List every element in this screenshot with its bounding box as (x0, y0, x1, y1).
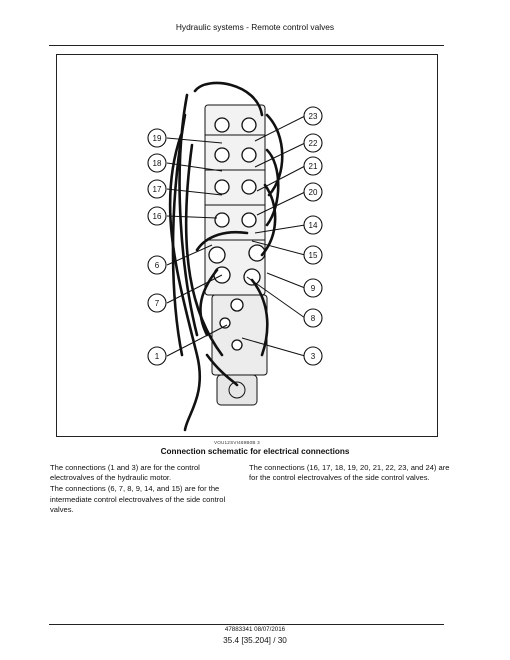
callout-6: 6 (154, 261, 160, 270)
callout-18: 18 (152, 159, 162, 168)
callout-9: 14 (308, 221, 318, 230)
paragraph-hydraulic-motor: The connections (1 and 3) are for the control electrovalves of the hydraulic motor. (50, 463, 200, 483)
footer-divider (49, 624, 444, 625)
body-right-column (249, 463, 454, 484)
callout-7: 7 (154, 299, 160, 308)
paragraph-intermediate-valves: The connections (6, 7, 8, 9, 14, and 15) are for the intermediate control electrovalves of the side control valves. (50, 484, 226, 514)
footer-page-number: 35.4 [35.204] / 30 (223, 636, 287, 645)
figure-frame (56, 54, 438, 437)
callout-22: 22 (308, 139, 318, 148)
callout-1: 1 (154, 352, 160, 361)
callout-23: 23 (308, 112, 318, 121)
callout-16: 16 (152, 212, 162, 221)
body-left-column (50, 463, 240, 516)
page-header-title: Hydraulic systems - Remote control valves (175, 22, 335, 32)
callout-21: 21 (308, 162, 318, 171)
header-divider (49, 45, 444, 46)
callout-15: 15 (308, 251, 318, 260)
valve-connection-diagram (57, 55, 437, 436)
figure-reference-code: VOU12SVI469B0B 3 (214, 440, 260, 445)
figure-caption: Connection schematic for electrical connections (160, 447, 350, 456)
callout-8: 9 (310, 284, 316, 293)
footer-doc-reference: 47883341 08/07/2016 (224, 626, 286, 633)
callout-14: 8 (310, 314, 316, 323)
callout-19: 19 (152, 134, 162, 143)
paragraph-side-valves: The connections (16, 17, 18, 19, 20, 21, 22, 23, and 24) are for the control electrovalves of the side control valves. (249, 463, 450, 483)
callout-17: 17 (152, 185, 162, 194)
callout-3: 3 (310, 352, 316, 361)
callout-20: 20 (308, 188, 318, 197)
